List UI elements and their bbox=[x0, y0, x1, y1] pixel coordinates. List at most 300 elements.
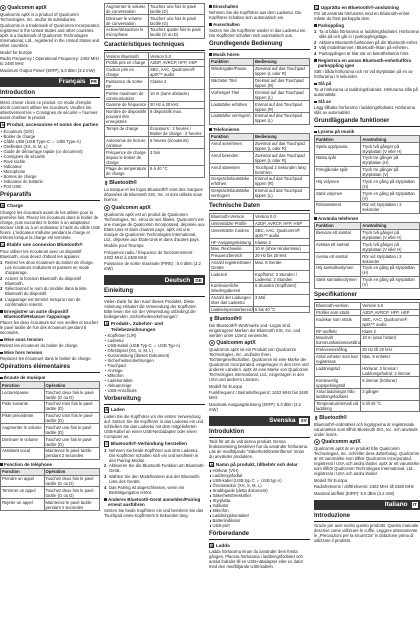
table-row bbox=[105, 15, 205, 27]
row-value: Touchez deux fois le pavé tactile (G ou D) bbox=[44, 487, 99, 499]
table-row bbox=[1, 475, 100, 487]
step-text: Välj modellnamnet i Bluetooth-listan på enheten. bbox=[319, 45, 409, 51]
row-label: Frekvensomfång bbox=[315, 346, 361, 353]
step-item bbox=[104, 474, 205, 484]
lettered-heading bbox=[314, 5, 420, 11]
step-item bbox=[0, 297, 100, 307]
step-number: 2 bbox=[0, 275, 3, 281]
row-label: Frequenzbereich bbox=[210, 252, 254, 259]
bluetooth-wordmark: Bluetooth® bbox=[214, 315, 243, 322]
row-value: Tryck tre gånger på styrplattan (V) bbox=[361, 166, 420, 178]
row-label: Piste suivante bbox=[1, 400, 45, 412]
row-label: Spela upp/pausa bbox=[315, 143, 361, 155]
row-label: Antal enheter som kan registreras bbox=[315, 353, 361, 365]
list-item: Säkerhetsföreskrifter bbox=[209, 493, 310, 498]
row-label: Avsluta ett samtal bbox=[315, 241, 361, 253]
section-heading: Introduction bbox=[0, 90, 100, 99]
row-value: SBC, AAC, Qualcomm® aptX™ audio bbox=[149, 66, 205, 78]
aptx-logo bbox=[104, 205, 205, 211]
row-value: Kopfhörer: 2 Stunden / Ladeetui: 2 Stunden bbox=[254, 271, 310, 283]
row-label: Laddningstid bbox=[315, 365, 361, 377]
table-row bbox=[1, 424, 100, 436]
table-row bbox=[315, 309, 420, 316]
table-row bbox=[210, 101, 310, 113]
language-name: Deutsch bbox=[164, 276, 191, 284]
list-item: Hörlurar (V/H) bbox=[209, 468, 310, 473]
list-item: Anzeige bbox=[104, 368, 205, 373]
row-value: Version 5.0 bbox=[149, 53, 205, 60]
row-value: 3 fois bbox=[149, 149, 205, 166]
language-code: SV bbox=[300, 418, 307, 424]
subsection-heading: Anderes Bluetooth-Gerät anmelden/Pairing erneut ausführen bbox=[104, 497, 205, 508]
row-label: Terminer un appel bbox=[1, 487, 45, 499]
bluetooth-icon bbox=[314, 415, 318, 421]
table-row bbox=[210, 294, 310, 306]
row-label: HF-Ausgangsleistung bbox=[210, 239, 254, 246]
subsection-heading: Ausschalten bbox=[209, 22, 310, 27]
paragraph: Maximal uteffekt (EIRP): 5.0 dBm (3.2 mW) bbox=[314, 490, 395, 496]
step-number: 1 bbox=[0, 260, 3, 266]
list-item: Akkuanzeige bbox=[104, 383, 205, 388]
section-heading: Vorbereitung bbox=[104, 396, 205, 405]
row-value: 6 heures (écouteurs) bbox=[149, 137, 205, 149]
row-label: Bluetooth-version bbox=[315, 302, 361, 309]
row-label: Anruf abweisen bbox=[210, 164, 254, 176]
list-item: Styrplatta bbox=[209, 498, 310, 503]
row-value: Max. 8 Geräte bbox=[254, 259, 310, 271]
paragraph: Modell für Europa bbox=[209, 383, 243, 389]
list-item: Mikrofon bbox=[104, 373, 205, 378]
table-body bbox=[315, 229, 420, 288]
row-label: Piste précédente bbox=[1, 412, 45, 424]
row-value: Tryck två gånger på styrplattan (V eller H) bbox=[361, 241, 420, 253]
row-label: Ladezeit bbox=[210, 271, 254, 283]
step-number: 4 bbox=[0, 296, 3, 302]
column-header: Fonction bbox=[1, 468, 45, 475]
row-value: Touchez une fois le pavé tactile (G) bbox=[44, 436, 99, 448]
paragraph: La marque et les logos Bluetooth® sont des marques déposées de Bluetooth SIG, Inc. et sont utilisés sous licence. bbox=[104, 187, 203, 203]
row-label: Besvara ett samtal bbox=[315, 229, 361, 241]
row-label: Sänk volymen bbox=[315, 190, 361, 202]
language-name: Français bbox=[58, 78, 86, 85]
row-value: Einmal auf das Touchpad tippen (R) bbox=[254, 101, 310, 113]
lettered-heading bbox=[0, 203, 100, 209]
row-label: Profils pris en charge bbox=[105, 59, 149, 66]
table-row bbox=[210, 227, 310, 239]
aptx-icon bbox=[209, 340, 215, 346]
row-label: Autonomie de lecture continue bbox=[105, 137, 149, 149]
row-value: Tryck två gånger på styrplattan (V eller H) bbox=[361, 143, 420, 155]
aptx-logo bbox=[314, 439, 420, 445]
row-label: Lecture/pause bbox=[1, 389, 45, 401]
table-row bbox=[210, 187, 310, 199]
row-label: Temperaturintervall vid laddning bbox=[315, 400, 361, 412]
subsection-heading: Slå av bbox=[314, 99, 420, 104]
row-value: Klasse 2 bbox=[254, 239, 310, 246]
step-text: L'appairage est terminé lorsqu'un son de confirmation retentit. bbox=[5, 296, 81, 307]
paragraph: Chargez les écouteurs avant de les utiliser pour la première fois. Placez les écouteurs dans le boitier de charge, puis raccordez le boitier à un adaptateur secteur USB ou à un ordinateur à l'aide du câble USB fourni. L'indicateur s'allume pendant la charge et s'éteint lorsque la charge est terminée. bbox=[0, 209, 100, 240]
paragraph: Qualcomm aptX ist ein Produkt von Qualcomm Technologies, Inc. und/oder ihren Tochtergesellschaften. Qualcomm ist eine Marke der Qualcomm Incorporated, eingetragen in den USA und anderen Ländern. aptX ist eine Marke von Qualcomm Technologies International, Ltd., eingetragen in den USA und anderen Ländern. bbox=[209, 347, 309, 383]
table-row bbox=[315, 276, 420, 288]
row-value: Touchez trois fois le pavé tactile (D) bbox=[44, 400, 99, 412]
table-row bbox=[315, 365, 420, 377]
table-row bbox=[210, 112, 310, 124]
section-heading: Opérations élémentaires bbox=[0, 364, 100, 373]
row-value: Tryck en gång på styrplattan (V) bbox=[361, 190, 420, 202]
heading-letter-badge: C bbox=[315, 5, 319, 10]
row-label: Rejeter un appel bbox=[1, 499, 45, 511]
section-heading: Technische Daten bbox=[209, 203, 310, 212]
step-text: Nehmen Sie beide Kopfhörer aus dem Ladeetui. Die Kopfhörer schalten sich ein und wechseln in den Pairing-Modus. bbox=[109, 447, 199, 463]
table-row bbox=[1, 412, 100, 424]
row-value: Écouteurs : 2 heures / Boitier de charge : 2 heures bbox=[149, 125, 205, 137]
list-item: Mikrofon bbox=[209, 508, 310, 513]
row-value: 6 timmar (hörlurar) bbox=[361, 377, 420, 389]
list-item: Ladeetui bbox=[104, 338, 205, 343]
paragraph: Ta ut hörlurarna ur laddningsfodralet. Hörlurarna slås på automatiskt. bbox=[314, 87, 418, 98]
row-label: Fréquence de charge depuis le boitier de charge bbox=[105, 149, 149, 166]
row-value: 20 Hz till 20 kHz bbox=[361, 346, 420, 353]
table-row bbox=[1, 436, 100, 448]
table-row bbox=[315, 316, 420, 328]
section-heading: Introduzione bbox=[314, 513, 420, 522]
table-row bbox=[1, 400, 100, 412]
table-body bbox=[315, 143, 420, 214]
step-number: 3 bbox=[314, 45, 317, 51]
steps-list bbox=[314, 29, 420, 56]
paragraph: Modell för Europa bbox=[314, 477, 348, 483]
spec-table bbox=[0, 468, 100, 511]
aptx-icon bbox=[314, 439, 320, 445]
row-value: Dreimal auf das Touchpad tippen (L) bbox=[254, 89, 310, 101]
row-value: SBC, AAC, Qualcomm® aptX™ audio bbox=[254, 227, 310, 239]
table-row bbox=[105, 90, 205, 102]
table-row bbox=[315, 241, 420, 253]
section-heading: Grundlegende Bedienung bbox=[209, 41, 310, 50]
step-number: 3 bbox=[104, 474, 107, 480]
spec-table bbox=[314, 222, 420, 289]
table-head bbox=[315, 222, 420, 229]
heading-text: Upprätta en Bluetooth®-anslutning bbox=[320, 4, 399, 10]
column-header: Opération bbox=[44, 382, 99, 389]
column-header: Bedienung bbox=[254, 133, 310, 140]
column-3 bbox=[209, 2, 310, 639]
paragraph: Replacez les écouteurs dans le boitier de charge. bbox=[0, 356, 92, 362]
heading-letter-badge: C bbox=[1, 243, 5, 248]
table-header-row bbox=[315, 222, 420, 229]
list-item: USB-Anschluss bbox=[104, 388, 205, 393]
table-body bbox=[210, 140, 310, 199]
row-label: Nächster Titel bbox=[210, 77, 254, 89]
step-number: 4 bbox=[104, 484, 107, 490]
step-text: Ta ut båda hörlurarna ur laddningsfodralet. Hörlurarna slås på och går in i parkopplingsläge. bbox=[319, 29, 419, 40]
row-value: Touchez quatre fois le pavé tactile (G ou D) bbox=[149, 27, 205, 39]
row-label: Unterstützte Codecs bbox=[210, 227, 254, 239]
spec-table bbox=[209, 58, 310, 125]
aptx-wordmark: Qualcomm aptX bbox=[321, 439, 361, 446]
paragraph: Grazie per aver scelto questo prodotto. Questo manuale descrive come utilizzare le cuffie. Leggere attentamente le „Precauzioni per la sicurezza“ in dotazione prima di utilizzare il prodotto. bbox=[314, 523, 419, 544]
parts-list bbox=[0, 129, 100, 189]
table-row bbox=[315, 253, 420, 265]
paragraph: Qualcomm aptX är en produkt från Qualcomm Technologies, Inc. och/eller dess dotterbolag. Qualcomm är ett varumärke som tillhör Qualcomm Incorporated, registrerat i USA och andra länder. aptX är ett varumärke som tillhör Qualcomm Technologies International, Ltd., registrerat i USA och andra länder. bbox=[314, 446, 420, 477]
table-body bbox=[1, 389, 100, 460]
heading-letter-badge: A bbox=[105, 322, 109, 327]
bluetooth-logo bbox=[104, 180, 205, 186]
row-label: Portée maximum de communication bbox=[105, 90, 149, 102]
step-number: 3 bbox=[0, 286, 3, 292]
list-item: Ladekontakte bbox=[104, 378, 205, 383]
parts-list bbox=[104, 333, 205, 393]
paragraph: Fréquence radio / fréquence de fonctionnement : 2402 MHz à 2480 MHz bbox=[104, 249, 195, 260]
table-row bbox=[315, 328, 420, 335]
row-label: Codecs pris en charge bbox=[105, 66, 149, 78]
row-value: Touchez une fois le pavé tactile (D) bbox=[149, 3, 205, 15]
section-heading: Specifikationer bbox=[314, 292, 420, 301]
row-value: 10 m (sans obstacle) bbox=[149, 90, 205, 102]
row-value: Dreimal auf das Touchpad tippen (R) bbox=[254, 77, 310, 89]
step-item bbox=[314, 51, 420, 56]
table-head bbox=[210, 133, 310, 140]
row-label: Diminuer le volume bbox=[1, 436, 45, 448]
paragraph: Ladda hörlurarna innan du använder dem första gången. Placera hörlurarna i laddningsfodralet och anslut fodralet till en USB-nätadapter eller en dator med den medföljande USB-kabeln. bbox=[209, 549, 304, 570]
table-row bbox=[210, 65, 310, 77]
row-value: 10 m (utan hinder) bbox=[361, 335, 420, 347]
subsection-heading: Écoute de musique bbox=[0, 375, 100, 380]
row-value: Touchez trois fois le pavé tactile (G) bbox=[44, 412, 99, 424]
row-value: 20 Hz à 20 kHz bbox=[149, 102, 205, 109]
language-header bbox=[314, 500, 420, 510]
list-item: Öronsnäckor (XS, S, M, L) bbox=[209, 483, 310, 488]
list-item: Ohrstöpsel (XS, S, M, L) bbox=[104, 348, 205, 353]
paragraph: Maximum Output Power (EIRP): 5.0 dBm (3.2 mW) bbox=[0, 67, 95, 73]
bluetooth-wordmark: Bluetooth® bbox=[319, 414, 348, 421]
list-item: Indicateur de batterie bbox=[0, 179, 100, 184]
table-row bbox=[105, 102, 205, 109]
table-row bbox=[210, 213, 310, 220]
table-row bbox=[105, 53, 205, 60]
row-label: Max. Reichweite bbox=[210, 245, 254, 252]
section-heading: Introduktion bbox=[209, 429, 310, 438]
row-value: A2DP, AVRCP, HFP, HSP bbox=[361, 309, 420, 316]
paragraph: Nehmen Sie die Kopfhörer aus dem Ladeetui. Die Kopfhörer schalten sich automatisch ein. bbox=[209, 10, 302, 21]
aptx-icon bbox=[104, 205, 110, 211]
paragraph: Retirez les écouteurs du boitier de charge. bbox=[0, 343, 79, 349]
list-item: Snabbguide (detta dokument) bbox=[209, 488, 310, 493]
table-row bbox=[1, 448, 100, 460]
paragraph: Funkfrequenz / Betriebsfrequenz: 2402 MHz bis 2480 MHz bbox=[209, 390, 309, 401]
row-label: Activer/désactiver le microphone bbox=[105, 27, 149, 39]
step-text: Das Pairing ist abgeschlossen, wenn ein Bestätigungston ertönt. bbox=[109, 484, 185, 495]
heading-letter-badge: B bbox=[210, 543, 214, 548]
row-value: Einmal auf das Touchpad tippen (L) bbox=[254, 187, 310, 199]
section-heading: Grundläggande funktioner bbox=[314, 118, 420, 127]
heading-text: Ladda bbox=[215, 542, 230, 548]
table-row bbox=[210, 220, 310, 227]
row-label: Kontinuerlig uppspelningstid bbox=[315, 377, 361, 389]
row-label: Profiler som stöds bbox=[315, 309, 361, 316]
column-header: Funktion bbox=[210, 59, 254, 66]
aptx-wordmark: Qualcomm aptX bbox=[7, 4, 47, 11]
heading-letter-badge: A bbox=[1, 123, 5, 128]
row-value: Zweimal auf das Touchpad tippen (L oder R) bbox=[254, 152, 310, 164]
bluetooth-logo bbox=[209, 316, 310, 322]
spec-table bbox=[314, 302, 420, 413]
step-text: Parkopplingen är klar när en bekräftelseton hörs. bbox=[319, 50, 410, 56]
language-code: IT bbox=[412, 502, 417, 508]
lettered-heading bbox=[209, 462, 310, 468]
lettered-heading bbox=[0, 122, 100, 128]
list-item: Port USB bbox=[0, 184, 100, 189]
row-label: Höj volymen bbox=[315, 178, 361, 190]
subsection-heading: Mise sous tension bbox=[0, 337, 100, 342]
table-row bbox=[210, 252, 310, 259]
column-header: Funktion bbox=[315, 136, 361, 143]
row-value: Maintenez le pavé tactile pendant 2 secondes bbox=[44, 499, 99, 511]
table-row bbox=[210, 259, 310, 271]
row-label: Plage de température de charge bbox=[105, 165, 149, 177]
subsection-heading: Mise hors tension bbox=[0, 350, 100, 355]
heading-text: Bluetooth®-Verbindung herstellen bbox=[110, 441, 188, 447]
column-header: Användning bbox=[361, 222, 420, 229]
row-value: Tryck en gång på styrplattan (H) bbox=[361, 265, 420, 277]
row-value: Einmal auf das Touchpad tippen (R) bbox=[254, 175, 310, 187]
list-item: Indikator bbox=[209, 503, 310, 508]
table-header-row bbox=[315, 136, 420, 143]
parts-list bbox=[209, 468, 310, 528]
table-row bbox=[315, 388, 420, 400]
section-heading: Förberedande bbox=[209, 531, 310, 540]
row-label: Röstassistent bbox=[315, 202, 361, 214]
table-body bbox=[210, 65, 310, 124]
row-value: Einmal auf das Touchpad tippen (L) bbox=[254, 112, 310, 124]
row-label: Kontinuierliche Wiedergabezeit bbox=[210, 283, 254, 295]
table-body bbox=[315, 302, 420, 412]
row-value: 10 m (ohne Hindernisse) bbox=[254, 245, 310, 252]
table-row bbox=[210, 283, 310, 295]
table-row bbox=[105, 66, 205, 78]
paragraph: Modèle pour l'Europe bbox=[104, 243, 144, 249]
steps-list bbox=[104, 448, 205, 495]
row-value: Touchpad 2 Sekunden lang berühren bbox=[254, 164, 310, 176]
paragraph: Model for Europe bbox=[0, 49, 33, 55]
row-label: Anruf annehmen bbox=[210, 140, 254, 152]
paragraph: Setzen Sie beide Kopfhörer ein und berühren Sie das Touchpad eines Kopfhörers 5 Sekunden lang. bbox=[104, 508, 204, 518]
paragraph: Radiofrekvens / driftfrekvens: 2402 MHz till 2480 MHz bbox=[314, 484, 414, 490]
table-row bbox=[105, 27, 205, 39]
table-row bbox=[105, 78, 205, 90]
list-item: USB-kabel (USB typ C ⇔ USB typ A) bbox=[209, 478, 310, 483]
spec-table bbox=[104, 3, 205, 39]
table-row bbox=[315, 154, 420, 166]
step-text: Wählen Sie den Modellnamen aus der Bluetooth-Liste des Geräts. bbox=[109, 474, 201, 485]
paragraph: Vielen Dank für den Kauf dieses Produkts. Diese Anleitung erläutert die Verwendung der Kopfhörer. Bitte lesen Sie vor der Verwendung unbedingt die beiliegenden „Sicherheitsvorkehrungen“. bbox=[104, 298, 197, 319]
table-row bbox=[210, 306, 310, 313]
aptx-wordmark: Qualcomm aptX bbox=[216, 340, 256, 347]
step-text: Activez la fonction Bluetooth du dispositif Bluetooth. bbox=[5, 275, 81, 286]
step-item bbox=[314, 40, 420, 45]
step-text: Sélectionnez le nom du modèle dans la liste Bluetooth du dispositif. bbox=[5, 286, 87, 297]
table-row bbox=[1, 389, 100, 401]
heading-text: Charge bbox=[6, 203, 24, 209]
row-label: Anzahl der Ladungen über das Ladeetui bbox=[210, 294, 254, 306]
table-body bbox=[105, 53, 205, 178]
paragraph: Tack för att du valt denna produkt. Denna bruksanvisning beskriver hur du använder hörlurarna. Läs de medföljande ”Säkerhetsföreskrifterna” innan du använder produkten. bbox=[209, 439, 309, 460]
paragraph: Merci d'avoir choisi ce produit. Ce mode d'emploi décrit comment utiliser les écouteurs. Veuillez lire attentivement les « Consignes de sécurité » fournies avant d'utiliser le produit. bbox=[0, 99, 98, 120]
table-head bbox=[315, 136, 420, 143]
lettered-heading bbox=[209, 543, 310, 549]
table-row bbox=[210, 239, 310, 246]
step-item bbox=[0, 276, 100, 286]
row-label: Sänk samtalsvolymen bbox=[315, 276, 361, 288]
table-row bbox=[105, 3, 205, 15]
row-label: Gesprächslautstärke verringern bbox=[210, 187, 254, 199]
table-body bbox=[1, 475, 100, 510]
row-label: Prendre un appel bbox=[1, 475, 45, 487]
table-row bbox=[105, 137, 205, 149]
step-item bbox=[104, 463, 205, 473]
paragraph: Setzen Sie die Kopfhörer wieder in das Ladeetui ein. Die Kopfhörer schalten sich automatisch aus. bbox=[209, 28, 307, 39]
row-label: Wiedergabe/Pause bbox=[210, 65, 254, 77]
list-item: Sicherheitsvorkehrungen bbox=[104, 358, 205, 363]
table-head bbox=[1, 382, 100, 389]
subsection-heading: Parkoppling bbox=[314, 23, 420, 28]
step-text: Aktivera Bluetooth-funktionen på din Bluetooth-enhet. bbox=[319, 39, 419, 45]
row-value: Touchez une fois le pavé tactile (D) bbox=[44, 424, 99, 436]
column-header: Bedienung bbox=[254, 59, 310, 66]
table-row bbox=[105, 149, 205, 166]
language-code: FR bbox=[90, 78, 97, 84]
row-value: 5 bis 40 °C bbox=[254, 306, 310, 313]
row-value: Max. 8 enheter bbox=[361, 353, 420, 365]
subsection-heading: Fonction de téléphone bbox=[0, 462, 100, 467]
list-item: Microphone bbox=[0, 169, 100, 174]
paragraph: Bluetooth®-ordmärket och logotyperna är registrerade varumärken som tillhör Bluetooth SIG, Inc. och används under licens. bbox=[314, 421, 418, 437]
row-value: Tryck en gång på styrplattan (H) bbox=[361, 178, 420, 190]
row-value: 6 Stunden (Kopfhörer) bbox=[254, 283, 310, 295]
table-header-row bbox=[210, 133, 310, 140]
section-heading: Caractéristiques techniques bbox=[104, 42, 205, 51]
row-label: Diminuer le volume de conversation bbox=[105, 15, 149, 27]
row-value: 3 Mal bbox=[254, 294, 310, 306]
spec-table bbox=[209, 133, 310, 200]
step-number: 4 bbox=[314, 50, 317, 56]
row-label: Puissance de sortie RF bbox=[105, 78, 149, 90]
table-row bbox=[315, 400, 420, 412]
row-value: 3 gånger bbox=[361, 388, 420, 400]
table-row bbox=[315, 265, 420, 277]
column-4 bbox=[314, 2, 420, 639]
list-item: Bornes de charge bbox=[0, 174, 100, 179]
row-value: Version 5.0 bbox=[254, 213, 310, 220]
subsection-heading: Slå på bbox=[314, 81, 420, 86]
table-row bbox=[1, 487, 100, 499]
row-value: Version 5.0 bbox=[361, 302, 420, 309]
row-label: Antal laddningar från laddningsfodralet bbox=[315, 388, 361, 400]
aptx-logo bbox=[209, 340, 310, 346]
paragraph: Qualcomm aptX is a product of Qualcomm Technologies, Inc. and/or its subsidiaries. bbox=[0, 11, 79, 22]
table-row bbox=[315, 143, 420, 155]
heading-letter-badge: B bbox=[105, 408, 109, 413]
list-item: Laddningskontakter bbox=[209, 513, 310, 518]
row-label: Bluetooth-Version bbox=[210, 213, 254, 220]
table-head bbox=[210, 59, 310, 66]
heading-text: Établir une connexion Bluetooth® bbox=[6, 242, 83, 248]
row-value: Tryck två gånger på styrplattan (V eller H) bbox=[361, 229, 420, 241]
language-header bbox=[104, 275, 205, 285]
table-row bbox=[315, 229, 420, 241]
subsection-heading: Använda telefonen bbox=[314, 216, 420, 221]
row-value: 5 à 40 °C bbox=[149, 165, 205, 177]
